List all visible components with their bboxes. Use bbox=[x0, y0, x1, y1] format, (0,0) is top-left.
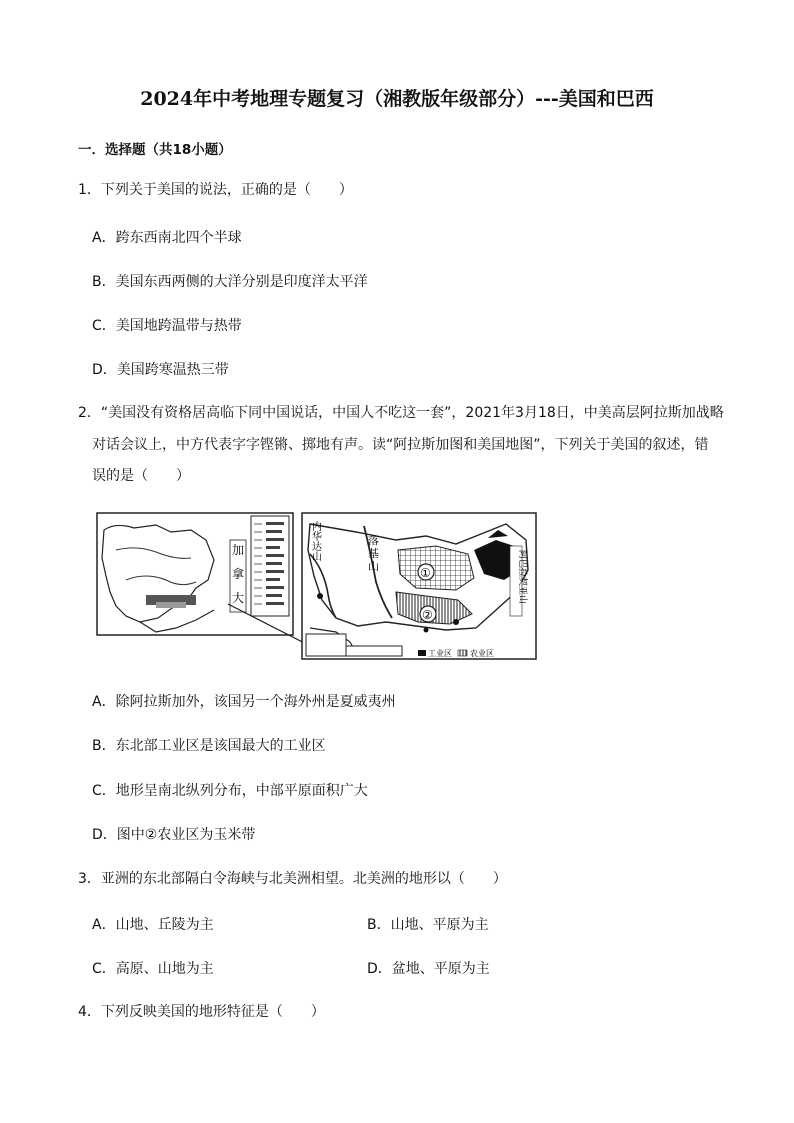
map-marker-2: ② bbox=[422, 608, 433, 622]
question-3-stem: 3．亚洲的东北部隔白令海峡与北美洲相望。北美洲的地形以（ ） bbox=[78, 871, 507, 887]
question-1-stem: 1．下列关于美国的说法，正确的是（ ） bbox=[78, 182, 353, 198]
appalachian-label: 阿巴拉契亚山 bbox=[517, 550, 527, 605]
legend-agri-label: 农业区 bbox=[470, 649, 494, 658]
q3-option-d: D．盆地、平原为主 bbox=[367, 961, 490, 977]
alaska-map-panel bbox=[97, 513, 326, 654]
q1-option-d: D．美国跨寒温热三带 bbox=[92, 362, 229, 378]
page-title: 2024年中考地理专题复习（湘教版年级部分）---美国和巴西 bbox=[140, 88, 654, 110]
q3-option-b: B．山地、平原为主 bbox=[367, 917, 489, 933]
canada-label-1: 加 bbox=[232, 543, 245, 557]
canada-label-3: 大 bbox=[232, 591, 245, 605]
alaska-and-usa-map bbox=[96, 510, 538, 662]
q1-option-b: B．美国东西两侧的大洋分别是印度洋太平洋 bbox=[92, 274, 368, 290]
map-marker-1: ① bbox=[420, 566, 431, 580]
q2-option-d: D．图中②农业区为玉米带 bbox=[92, 827, 256, 843]
q1-option-a: A．跨东西南北四个半球 bbox=[92, 230, 242, 246]
question-2-line-3: 误的是（ ） bbox=[92, 468, 190, 484]
legend-industry-label: 工业区 bbox=[428, 649, 452, 658]
question-2-line-2: 对话会议上，中方代表字字铿锵、掷地有声。读“阿拉斯加图和美国地图”，下列关于美国的叙述，错 bbox=[92, 437, 709, 453]
rocky-label-1: 落 bbox=[368, 534, 379, 547]
nevada-label-2: 华 bbox=[312, 532, 322, 543]
question-2-line-1: 2．“美国没有资格居高临下同中国说话，中国人不吃这一套”，2021年3月18日，中美高层阿拉斯加战略 bbox=[78, 405, 724, 421]
nevada-label-4: 山 bbox=[312, 552, 322, 563]
q2-option-a: A．除阿拉斯加外，该国另一个海外州是夏威夷州 bbox=[92, 694, 396, 710]
canada-label-2: 拿 bbox=[232, 567, 245, 581]
nevada-label-3: 达 bbox=[312, 542, 322, 553]
section-heading: 一．选择题（共18小题） bbox=[78, 142, 232, 158]
q2-option-b: B．东北部工业区是该国最大的工业区 bbox=[92, 738, 326, 754]
rocky-label-2: 基 bbox=[368, 547, 379, 560]
q1-option-c: C．美国地跨温带与热带 bbox=[92, 318, 242, 334]
nevada-label-1: 内 bbox=[312, 522, 322, 533]
q3-option-a: A．山地、丘陵为主 bbox=[92, 917, 214, 933]
q2-option-c: C．地形呈南北纵列分布，中部平原面积广大 bbox=[92, 783, 368, 799]
question-4-stem: 4．下列反映美国的地形特征是（ ） bbox=[78, 1004, 325, 1020]
q3-option-c: C．高原、山地为主 bbox=[92, 961, 214, 977]
rocky-label-3: 山 bbox=[368, 560, 379, 573]
usa-map-panel bbox=[302, 513, 536, 659]
